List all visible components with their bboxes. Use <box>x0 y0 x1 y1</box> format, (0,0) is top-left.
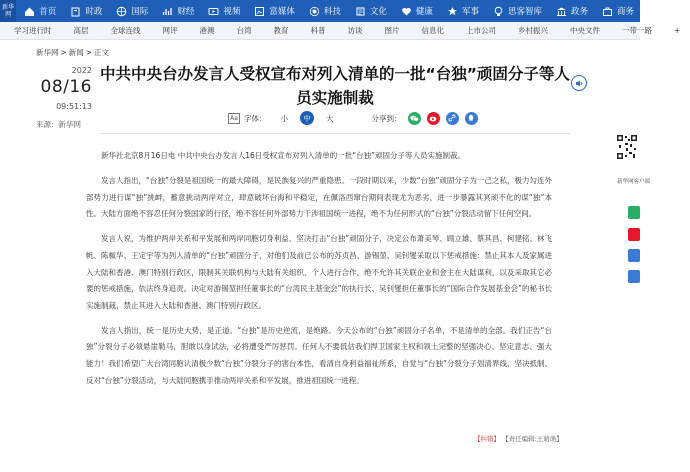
nav-item-label: 商务 <box>616 7 634 17</box>
site-logo[interactable] <box>0 0 16 22</box>
home-icon <box>24 6 35 17</box>
globe-icon <box>116 6 127 17</box>
share-label: 分享到： <box>371 113 402 123</box>
sidebar-weibo-icon[interactable] <box>628 228 640 241</box>
font-size-medium-button[interactable]: 中 <box>300 111 314 125</box>
qr-label: 新华网客户端 <box>617 179 651 185</box>
wechat-share-icon[interactable] <box>408 112 421 125</box>
nav-item-8[interactable] <box>393 0 439 22</box>
tech-icon <box>309 6 320 17</box>
top-nav <box>0 0 640 22</box>
nav-item-10[interactable] <box>485 0 548 22</box>
subnav-item-10[interactable]: 信息化 <box>421 26 444 35</box>
nav-item-11[interactable] <box>548 0 594 22</box>
nav-item-label: 富媒体 <box>269 7 295 17</box>
nav-item-label: 科技 <box>323 7 341 17</box>
article-title: 中共中央台办发言人受权宣布对列入清单的一批“台独”顽固分子等人员实施制裁 <box>100 65 570 107</box>
nav-item-label: 财经 <box>177 7 195 17</box>
nav-item-label: 政务 <box>570 7 588 17</box>
date-block <box>34 66 92 111</box>
nav-item-6[interactable] <box>301 0 347 22</box>
article-source: 来源：新华网 <box>36 120 81 129</box>
speaker-icon <box>575 79 584 88</box>
nav-item-label: 思客智库 <box>507 7 542 17</box>
article-paragraph: 发言人指出，“台独”分裂是祖国统一的最大障碍，是民族复兴的严重隐患。一段时期以来，少数“台独”顽固分子为一己之私，极力勾连外部势力进行谋“独”挑衅，蓄意挑动两岸对立，肆意破坏台海和平稳定，在佩洛西窜台期间表现尤为恶劣，进一步暴露其冥顽不化的谋“独”本性。大陆方面绝不容忍任何分裂国家的行径，绝不容任何外部势力干涉祖国统一进程，绝不为任何形式的“台独”分裂活动留下任何空间。 <box>86 176 552 219</box>
nav-item-label: 军事 <box>461 7 479 17</box>
nav-item-3[interactable] <box>154 0 200 22</box>
nav-item-1[interactable] <box>62 0 108 22</box>
heart-icon <box>401 6 412 17</box>
sidebar-link-icon[interactable] <box>628 249 640 262</box>
subnav-item-0[interactable]: 学习进行时 <box>14 26 52 35</box>
nav-item-2[interactable] <box>108 0 154 22</box>
article-tools <box>228 111 478 125</box>
qr-code <box>616 134 640 170</box>
article-footer <box>474 434 563 443</box>
nav-item-5[interactable] <box>246 0 301 22</box>
link-share-icon[interactable] <box>446 112 459 125</box>
qr-code-icon <box>616 134 638 160</box>
nav-item-7[interactable] <box>347 0 393 22</box>
title-divider <box>100 133 570 134</box>
gov-icon <box>556 6 567 17</box>
subnav-item-2[interactable]: 全球连线 <box>110 26 141 35</box>
nav-item-9[interactable] <box>439 0 485 22</box>
sidebar-mobile-icon[interactable] <box>628 270 640 283</box>
media-icon <box>254 6 265 17</box>
sub-nav <box>0 22 681 40</box>
breadcrumb-separator: > <box>60 48 67 57</box>
subnav-item-12[interactable]: 乡村振兴 <box>518 26 548 35</box>
article-paragraph: 发言人说，为维护两岸关系和平发展和两岸同胞切身利益、坚决打击“台独”顽固分子，决定公布萧美琴、顾立雄、蔡其昌、柯建铭、林飞帆、陈椒华、王定宇等为列入清单的“台独”顽固分子，对他们及前已公布的苏贞昌、游锡堃、吴钊燮采取以下惩戒措施：禁止其本人及家属进入大陆和香港、澳门特别行政区，限制其关联机构与大陆有关组织、个人进行合作，绝不允许其关联企业和金主在大陆谋利，以及采取其它必要的惩戒措施，依法终身追责。决定对游锡堃担任董事长的“台湾民主基金会”的执行长、吴钊燮担任董事长的“国际合作发展基金会”的秘书长实施制裁，禁止其进入大陆和香港、澳门特别行政区。 <box>86 234 552 310</box>
nav-item-label: 视频 <box>223 7 241 17</box>
subnav-item-13[interactable]: 中央文件 <box>570 26 600 35</box>
audio-play-button[interactable] <box>571 75 587 91</box>
subnav-item-14[interactable]: 一带一路 <box>622 26 652 35</box>
error-report-link[interactable]: 【纠错】 <box>474 435 500 443</box>
article-paragraph: 新华社北京8月16日电 中共中央台办发言人16日受权宣布对列入清单的一批“台独”顽固分子等人员实施制裁。 <box>101 151 466 160</box>
subnav-item-11[interactable]: 上市公司 <box>466 26 496 35</box>
nav-item-4[interactable] <box>200 0 246 22</box>
font-label: 字体： <box>244 113 267 123</box>
date-monthday: 08/16 <box>40 77 92 97</box>
nav-item-label: 时政 <box>85 7 103 17</box>
nav-item-label: 国际 <box>131 7 149 17</box>
subnav-item-1[interactable]: 高层 <box>73 26 89 35</box>
subnav-item-3[interactable]: 网评 <box>162 26 178 35</box>
qq-share-icon[interactable] <box>465 112 478 125</box>
business-icon <box>602 6 613 17</box>
font-icon: Aa <box>228 113 240 124</box>
article-body <box>86 148 552 398</box>
video-icon <box>208 6 219 17</box>
breadcrumb-link[interactable]: 正文 <box>94 48 110 57</box>
subnav-item-7[interactable]: 科普 <box>310 26 326 35</box>
font-size-small-button[interactable]: 小 <box>280 113 288 123</box>
chart-icon <box>162 6 173 17</box>
breadcrumb <box>36 47 111 58</box>
nav-item-label: 健康 <box>415 7 433 17</box>
subnav-item-9[interactable]: 图片 <box>384 26 400 35</box>
building-icon <box>70 6 81 17</box>
think-icon <box>493 6 504 17</box>
nav-item-label: 文化 <box>369 7 387 17</box>
date-time: 09:51:13 <box>56 102 92 111</box>
nav-item-0[interactable] <box>16 0 62 22</box>
article-paragraph: 发言人指出，统一是历史大势，是正道。“台独”是历史逆流，是绝路。今天公布的“台独”顽固分子名单，不是清单的全部。我们正告“台独”分裂分子必须悬崖勒马，胆敢以身试法，必将遭受严厉惩罚。任何人不要低估我们捍卫国家主权和领土完整的坚强决心、坚定意志、强大能力！我们希望广大台湾同胞认清极少数“台独”分裂分子的害台本性，看清自身利益福祉所系，自觉与“台独”分裂分子划清界线，坚决抵制、反对“台独”分裂活动，与大陆同胞携手推动两岸关系和平发展，推进祖国统一进程。 <box>86 325 552 385</box>
breadcrumb-separator: > <box>85 48 93 57</box>
breadcrumb-link[interactable]: 新闻 <box>68 48 84 57</box>
subnav-item-15[interactable]: + <box>674 26 681 35</box>
logo-text: 新华网 <box>2 4 15 18</box>
nav-item-label: 首页 <box>39 7 57 17</box>
subnav-item-8[interactable]: 访谈 <box>347 26 363 35</box>
subnav-item-6[interactable]: 教育 <box>273 26 289 35</box>
font-size-large-button[interactable]: 大 <box>326 113 334 123</box>
sidebar-wechat-icon[interactable] <box>628 206 640 219</box>
culture-icon <box>355 6 366 17</box>
breadcrumb-link[interactable]: 新华网 <box>36 48 59 57</box>
military-icon <box>447 6 458 17</box>
subnav-item-4[interactable]: 港澳 <box>199 26 215 35</box>
subnav-item-5[interactable]: 台湾 <box>236 26 252 35</box>
editor-label: 【责任编辑:王萌萌】 <box>502 435 563 443</box>
nav-item-12[interactable] <box>594 0 640 22</box>
date-year: 2022 <box>71 66 92 75</box>
weibo-share-icon[interactable] <box>427 112 440 125</box>
